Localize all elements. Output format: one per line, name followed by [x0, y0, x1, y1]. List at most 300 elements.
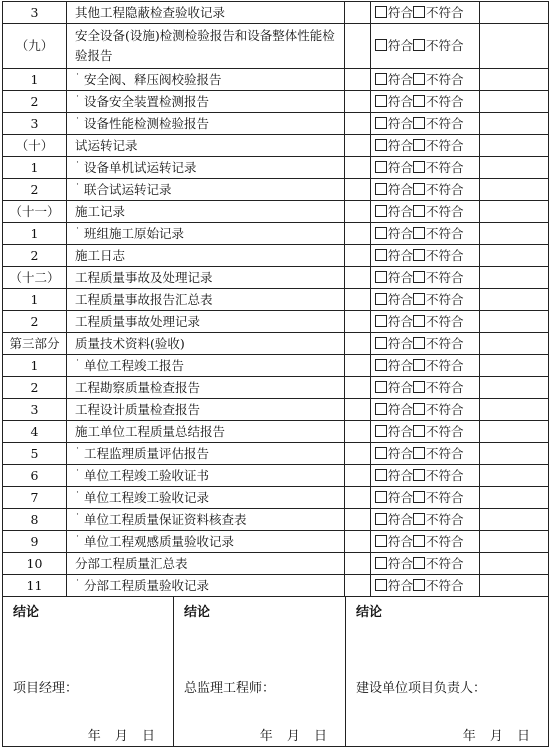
row-conformity-options — [371, 487, 480, 509]
conform-checkbox[interactable] — [375, 557, 387, 569]
row-document-label: 分部工程质量汇总表 — [75, 555, 188, 571]
row-remark-cell — [480, 223, 549, 245]
signoff-project-manager — [3, 597, 174, 747]
row-conformity-options — [371, 69, 480, 91]
row-remark-cell — [480, 421, 549, 443]
row-remark-cell — [480, 509, 549, 531]
required-mark-icon: ˙ — [75, 359, 80, 370]
row-blank-cell — [345, 377, 371, 399]
nonconform-label: 不符合 — [426, 203, 464, 219]
row-conformity-options — [371, 421, 480, 443]
row-document-name — [67, 487, 345, 509]
row-document-label: 设备单机试运转记录 — [84, 160, 197, 175]
row-document-label: 安全设备(设施)检测检验报告和设备整体性能检验报告 — [75, 28, 335, 63]
row-document-name — [67, 24, 345, 69]
conform-checkbox[interactable] — [375, 6, 387, 18]
row-blank-cell — [345, 553, 371, 575]
row-conformity-options — [371, 509, 480, 531]
nonconform-label: 不符合 — [426, 4, 464, 20]
row-remark-cell — [480, 24, 549, 69]
checklist-rows — [3, 2, 549, 597]
row-remark-cell — [480, 179, 549, 201]
row-number: 3 — [3, 113, 67, 135]
nonconform-checkbox[interactable] — [413, 249, 425, 261]
nonconform-checkbox[interactable] — [413, 425, 425, 437]
row-blank-cell — [345, 113, 371, 135]
nonconform-checkbox[interactable] — [413, 6, 425, 18]
row-blank-cell — [345, 399, 371, 421]
row-document-label: 设备性能检测检验报告 — [84, 116, 210, 131]
nonconform-checkbox[interactable] — [413, 161, 425, 173]
signoff-chief-supervisor — [174, 597, 346, 747]
required-mark-icon: ˙ — [75, 183, 80, 194]
conform-label: 符合 — [388, 401, 414, 417]
row-number: 第三部分 — [3, 333, 67, 355]
row-number: 1 — [3, 355, 67, 377]
nonconform-checkbox[interactable] — [413, 315, 425, 327]
row-number: 7 — [3, 487, 67, 509]
row-conformity-options — [371, 245, 480, 267]
required-mark-icon: ˙ — [75, 535, 80, 546]
row-remark-cell — [480, 333, 549, 355]
row-document-label: 联合试运转记录 — [84, 182, 172, 197]
row-number: 2 — [3, 91, 67, 113]
conform-checkbox[interactable] — [375, 117, 387, 129]
signoff-conclusion-label: 结论 — [356, 605, 383, 620]
row-blank-cell — [345, 91, 371, 113]
checklist-row — [3, 509, 549, 531]
row-conformity-options — [371, 575, 480, 597]
row-blank-cell — [345, 487, 371, 509]
row-blank-cell — [345, 355, 371, 377]
nonconform-label: 不符合 — [426, 93, 464, 109]
row-conformity-options — [371, 113, 480, 135]
row-blank-cell — [345, 179, 371, 201]
row-document-name — [67, 157, 345, 179]
nonconform-checkbox[interactable] — [413, 139, 425, 151]
signoff-conclusion-label: 结论 — [13, 605, 40, 620]
conform-label: 符合 — [388, 313, 414, 329]
nonconform-label: 不符合 — [426, 137, 464, 153]
row-conformity-options — [371, 399, 480, 421]
checklist-row — [3, 24, 549, 69]
row-blank-cell — [345, 135, 371, 157]
row-blank-cell — [345, 69, 371, 91]
conform-checkbox[interactable] — [375, 315, 387, 327]
conform-checkbox[interactable] — [375, 337, 387, 349]
nonconform-label: 不符合 — [426, 38, 464, 53]
row-remark-cell — [480, 311, 549, 333]
conform-checkbox[interactable] — [375, 491, 387, 503]
nonconform-label: 不符合 — [426, 115, 464, 131]
row-remark-cell — [480, 355, 549, 377]
conform-label: 符合 — [388, 467, 414, 483]
row-document-label: 单位工程观感质量验收记录 — [84, 534, 235, 549]
required-mark-icon: ˙ — [75, 227, 80, 238]
nonconform-label: 不符合 — [426, 555, 464, 571]
nonconform-label: 不符合 — [426, 291, 464, 307]
conform-checkbox[interactable] — [375, 359, 387, 371]
nonconform-checkbox[interactable] — [413, 381, 425, 393]
signoff-role-label: 建设单位项目负责人： — [356, 681, 487, 696]
row-remark-cell — [480, 465, 549, 487]
row-document-name — [67, 553, 345, 575]
conform-checkbox[interactable] — [375, 183, 387, 195]
row-document-name — [67, 245, 345, 267]
required-mark-icon: ˙ — [75, 513, 80, 524]
conform-checkbox[interactable] — [375, 249, 387, 261]
row-document-name — [67, 377, 345, 399]
row-conformity-options — [371, 553, 480, 575]
row-blank-cell — [345, 267, 371, 289]
nonconform-checkbox[interactable] — [413, 535, 425, 547]
conform-label: 符合 — [388, 71, 414, 87]
row-remark-cell — [480, 91, 549, 113]
row-remark-cell — [480, 289, 549, 311]
row-number: 1 — [3, 157, 67, 179]
row-document-name — [67, 509, 345, 531]
row-remark-cell — [480, 487, 549, 509]
conform-label: 符合 — [388, 269, 414, 285]
conform-checkbox[interactable] — [375, 205, 387, 217]
conform-checkbox[interactable] — [375, 227, 387, 239]
row-remark-cell — [480, 135, 549, 157]
row-document-name — [67, 223, 345, 245]
conform-label: 符合 — [388, 577, 414, 593]
row-number: 2 — [3, 311, 67, 333]
nonconform-label: 不符合 — [426, 489, 464, 505]
conform-checkbox[interactable] — [375, 271, 387, 283]
row-conformity-options — [371, 531, 480, 553]
nonconform-label: 不符合 — [426, 533, 464, 549]
row-document-label: 工程质量事故及处理记录 — [75, 269, 213, 285]
row-number: 3 — [3, 2, 67, 24]
conform-label: 符合 — [388, 555, 414, 571]
row-blank-cell — [345, 421, 371, 443]
signoff-date-label: 年 月 日 — [259, 729, 327, 744]
nonconform-checkbox[interactable] — [413, 95, 425, 107]
row-conformity-options — [371, 157, 480, 179]
row-remark-cell — [480, 113, 549, 135]
nonconform-label: 不符合 — [426, 335, 464, 351]
row-blank-cell — [345, 2, 371, 24]
row-conformity-options — [371, 289, 480, 311]
row-number: 4 — [3, 421, 67, 443]
checklist-row — [3, 487, 549, 509]
row-number: 1 — [3, 289, 67, 311]
row-document-name — [67, 135, 345, 157]
row-remark-cell — [480, 575, 549, 597]
conform-checkbox[interactable] — [375, 425, 387, 437]
required-mark-icon: ˙ — [75, 73, 80, 84]
checklist-row — [3, 69, 549, 91]
row-document-label: 工程设计质量检查报告 — [75, 401, 201, 417]
checklist-row — [3, 2, 549, 24]
checklist-row — [3, 267, 549, 289]
nonconform-checkbox[interactable] — [413, 491, 425, 503]
row-number: 2 — [3, 377, 67, 399]
conform-checkbox[interactable] — [375, 161, 387, 173]
checklist-row — [3, 91, 549, 113]
row-number: （九） — [3, 24, 67, 69]
row-document-name — [67, 333, 345, 355]
conform-label: 符合 — [388, 203, 414, 219]
row-document-label: 单位工程质量保证资料核查表 — [84, 512, 247, 527]
row-document-label: 其他工程隐蔽检查验收记录 — [75, 4, 226, 20]
checklist-row — [3, 113, 549, 135]
nonconform-label: 不符合 — [426, 247, 464, 263]
required-mark-icon: ˙ — [75, 579, 80, 590]
row-remark-cell — [480, 245, 549, 267]
checklist-row — [3, 553, 549, 575]
conform-label: 符合 — [388, 533, 414, 549]
row-remark-cell — [480, 399, 549, 421]
row-document-label: 工程监理质量评估报告 — [84, 446, 210, 461]
required-mark-icon: ˙ — [75, 469, 80, 480]
nonconform-checkbox[interactable] — [413, 73, 425, 85]
row-document-label: 施工记录 — [75, 203, 126, 219]
row-blank-cell — [345, 575, 371, 597]
signoff-row — [3, 597, 549, 747]
row-document-label: 单位工程竣工验收证书 — [84, 468, 210, 483]
conform-label: 符合 — [388, 93, 414, 109]
nonconform-checkbox[interactable] — [413, 227, 425, 239]
required-mark-icon: ˙ — [75, 117, 80, 128]
row-document-name — [67, 399, 345, 421]
row-document-name — [67, 179, 345, 201]
nonconform-label: 不符合 — [426, 379, 464, 395]
acceptance-checklist-sheet — [2, 1, 548, 747]
row-blank-cell — [345, 443, 371, 465]
nonconform-checkbox[interactable] — [413, 293, 425, 305]
row-remark-cell — [480, 553, 549, 575]
row-document-name — [67, 267, 345, 289]
checklist-row — [3, 421, 549, 443]
row-blank-cell — [345, 289, 371, 311]
conform-checkbox[interactable] — [375, 39, 387, 51]
row-conformity-options — [371, 311, 480, 333]
row-number: 9 — [3, 531, 67, 553]
row-blank-cell — [345, 333, 371, 355]
row-remark-cell — [480, 201, 549, 223]
checklist-row — [3, 223, 549, 245]
nonconform-label: 不符合 — [426, 269, 464, 285]
row-remark-cell — [480, 157, 549, 179]
nonconform-checkbox[interactable] — [413, 557, 425, 569]
nonconform-label: 不符合 — [426, 357, 464, 373]
conform-label: 符合 — [388, 335, 414, 351]
nonconform-label: 不符合 — [426, 511, 464, 527]
row-conformity-options — [371, 135, 480, 157]
conform-checkbox[interactable] — [375, 293, 387, 305]
nonconform-checkbox[interactable] — [413, 469, 425, 481]
row-document-name — [67, 91, 345, 113]
row-number: （十一） — [3, 201, 67, 223]
row-document-label: 设备安全装置检测报告 — [84, 94, 210, 109]
checklist-row — [3, 443, 549, 465]
conform-label: 符合 — [388, 291, 414, 307]
row-number: 1 — [3, 69, 67, 91]
row-blank-cell — [345, 311, 371, 333]
checklist-row — [3, 377, 549, 399]
conform-label: 符合 — [388, 445, 414, 461]
row-blank-cell — [345, 157, 371, 179]
conform-checkbox[interactable] — [375, 381, 387, 393]
row-conformity-options — [371, 179, 480, 201]
checklist-row — [3, 333, 549, 355]
row-document-label: 单位工程竣工验收记录 — [84, 490, 210, 505]
row-remark-cell — [480, 443, 549, 465]
row-document-label: 工程勘察质量检查报告 — [75, 379, 201, 395]
signoff-table — [2, 596, 549, 747]
row-conformity-options — [371, 333, 480, 355]
row-number: 8 — [3, 509, 67, 531]
checklist-row — [3, 575, 549, 597]
row-document-name — [67, 465, 345, 487]
row-document-label: 班组施工原始记录 — [84, 226, 185, 241]
row-remark-cell — [480, 377, 549, 399]
row-conformity-options — [371, 377, 480, 399]
row-blank-cell — [345, 201, 371, 223]
row-document-name — [67, 113, 345, 135]
checklist-row — [3, 157, 549, 179]
row-blank-cell — [345, 509, 371, 531]
checklist-row — [3, 531, 549, 553]
row-number: 11 — [3, 575, 67, 597]
nonconform-checkbox[interactable] — [413, 117, 425, 129]
row-document-label: 质量技术资料(验收) — [75, 335, 185, 351]
row-document-label: 分部工程质量验收记录 — [84, 578, 210, 593]
row-conformity-options — [371, 355, 480, 377]
row-number: （十） — [3, 135, 67, 157]
conform-checkbox[interactable] — [375, 535, 387, 547]
conform-label: 符合 — [388, 159, 414, 175]
nonconform-checkbox[interactable] — [413, 403, 425, 415]
checklist-row — [3, 311, 549, 333]
nonconform-label: 不符合 — [426, 225, 464, 241]
conform-label: 符合 — [388, 357, 414, 373]
row-document-label: 工程质量事故处理记录 — [75, 313, 201, 329]
row-number: 1 — [3, 223, 67, 245]
nonconform-checkbox[interactable] — [413, 359, 425, 371]
nonconform-checkbox[interactable] — [413, 183, 425, 195]
conform-checkbox[interactable] — [375, 139, 387, 151]
row-document-name — [67, 69, 345, 91]
conform-checkbox[interactable] — [375, 95, 387, 107]
row-conformity-options — [371, 2, 480, 24]
row-document-label: 安全阀、释压阀校验报告 — [84, 72, 222, 87]
row-remark-cell — [480, 69, 549, 91]
checklist-row — [3, 465, 549, 487]
signoff-owner-representative — [346, 597, 549, 747]
row-document-label: 施工日志 — [75, 247, 126, 263]
conform-checkbox[interactable] — [375, 579, 387, 591]
nonconform-checkbox[interactable] — [413, 447, 425, 459]
conform-label: 符合 — [388, 181, 414, 197]
row-number: 2 — [3, 179, 67, 201]
signoff-role-label: 项目经理： — [13, 681, 79, 696]
row-number: 10 — [3, 553, 67, 575]
row-remark-cell — [480, 531, 549, 553]
row-document-name — [67, 355, 345, 377]
checklist-row — [3, 179, 549, 201]
conform-checkbox[interactable] — [375, 73, 387, 85]
signoff-date-label: 年 月 日 — [87, 729, 155, 744]
required-mark-icon: ˙ — [75, 447, 80, 458]
nonconform-checkbox[interactable] — [413, 205, 425, 217]
conform-label: 符合 — [388, 38, 414, 53]
conform-label: 符合 — [388, 137, 414, 153]
conform-checkbox[interactable] — [375, 403, 387, 415]
conform-label: 符合 — [388, 489, 414, 505]
row-document-name — [67, 531, 345, 553]
row-remark-cell — [480, 267, 549, 289]
conform-checkbox[interactable] — [375, 469, 387, 481]
signoff-conclusion-label: 结论 — [184, 605, 211, 620]
nonconform-checkbox[interactable] — [413, 513, 425, 525]
conform-label: 符合 — [388, 225, 414, 241]
conform-label: 符合 — [388, 247, 414, 263]
row-conformity-options — [371, 465, 480, 487]
row-conformity-options — [371, 443, 480, 465]
conform-label: 符合 — [388, 115, 414, 131]
nonconform-label: 不符合 — [426, 445, 464, 461]
row-blank-cell — [345, 223, 371, 245]
row-document-name — [67, 575, 345, 597]
row-number: 5 — [3, 443, 67, 465]
row-blank-cell — [345, 24, 371, 69]
row-conformity-options — [371, 91, 480, 113]
row-conformity-options — [371, 24, 480, 69]
row-document-name — [67, 201, 345, 223]
nonconform-label: 不符合 — [426, 577, 464, 593]
conform-checkbox[interactable] — [375, 513, 387, 525]
row-number: 2 — [3, 245, 67, 267]
checklist-row — [3, 289, 549, 311]
row-conformity-options — [371, 201, 480, 223]
row-document-label: 工程质量事故报告汇总表 — [75, 291, 213, 307]
nonconform-label: 不符合 — [426, 423, 464, 439]
row-conformity-options — [371, 223, 480, 245]
row-document-name — [67, 2, 345, 24]
checklist-row — [3, 355, 549, 377]
row-blank-cell — [345, 465, 371, 487]
conform-checkbox[interactable] — [375, 447, 387, 459]
nonconform-label: 不符合 — [426, 71, 464, 87]
nonconform-checkbox[interactable] — [413, 337, 425, 349]
checklist-row — [3, 201, 549, 223]
row-number: 3 — [3, 399, 67, 421]
row-blank-cell — [345, 245, 371, 267]
signoff-role-label: 总监理工程师： — [184, 681, 276, 696]
nonconform-checkbox[interactable] — [413, 271, 425, 283]
row-number: 6 — [3, 465, 67, 487]
required-mark-icon: ˙ — [75, 491, 80, 502]
required-mark-icon: ˙ — [75, 161, 80, 172]
checklist-row — [3, 399, 549, 421]
checklist-table — [2, 1, 549, 597]
conform-label: 符合 — [388, 423, 414, 439]
row-document-name — [67, 289, 345, 311]
checklist-row — [3, 135, 549, 157]
nonconform-checkbox[interactable] — [413, 39, 425, 51]
conform-label: 符合 — [388, 4, 414, 20]
row-document-label: 单位工程竣工报告 — [84, 358, 185, 373]
nonconform-checkbox[interactable] — [413, 579, 425, 591]
row-number: （十二） — [3, 267, 67, 289]
nonconform-label: 不符合 — [426, 313, 464, 329]
conform-label: 符合 — [388, 511, 414, 527]
